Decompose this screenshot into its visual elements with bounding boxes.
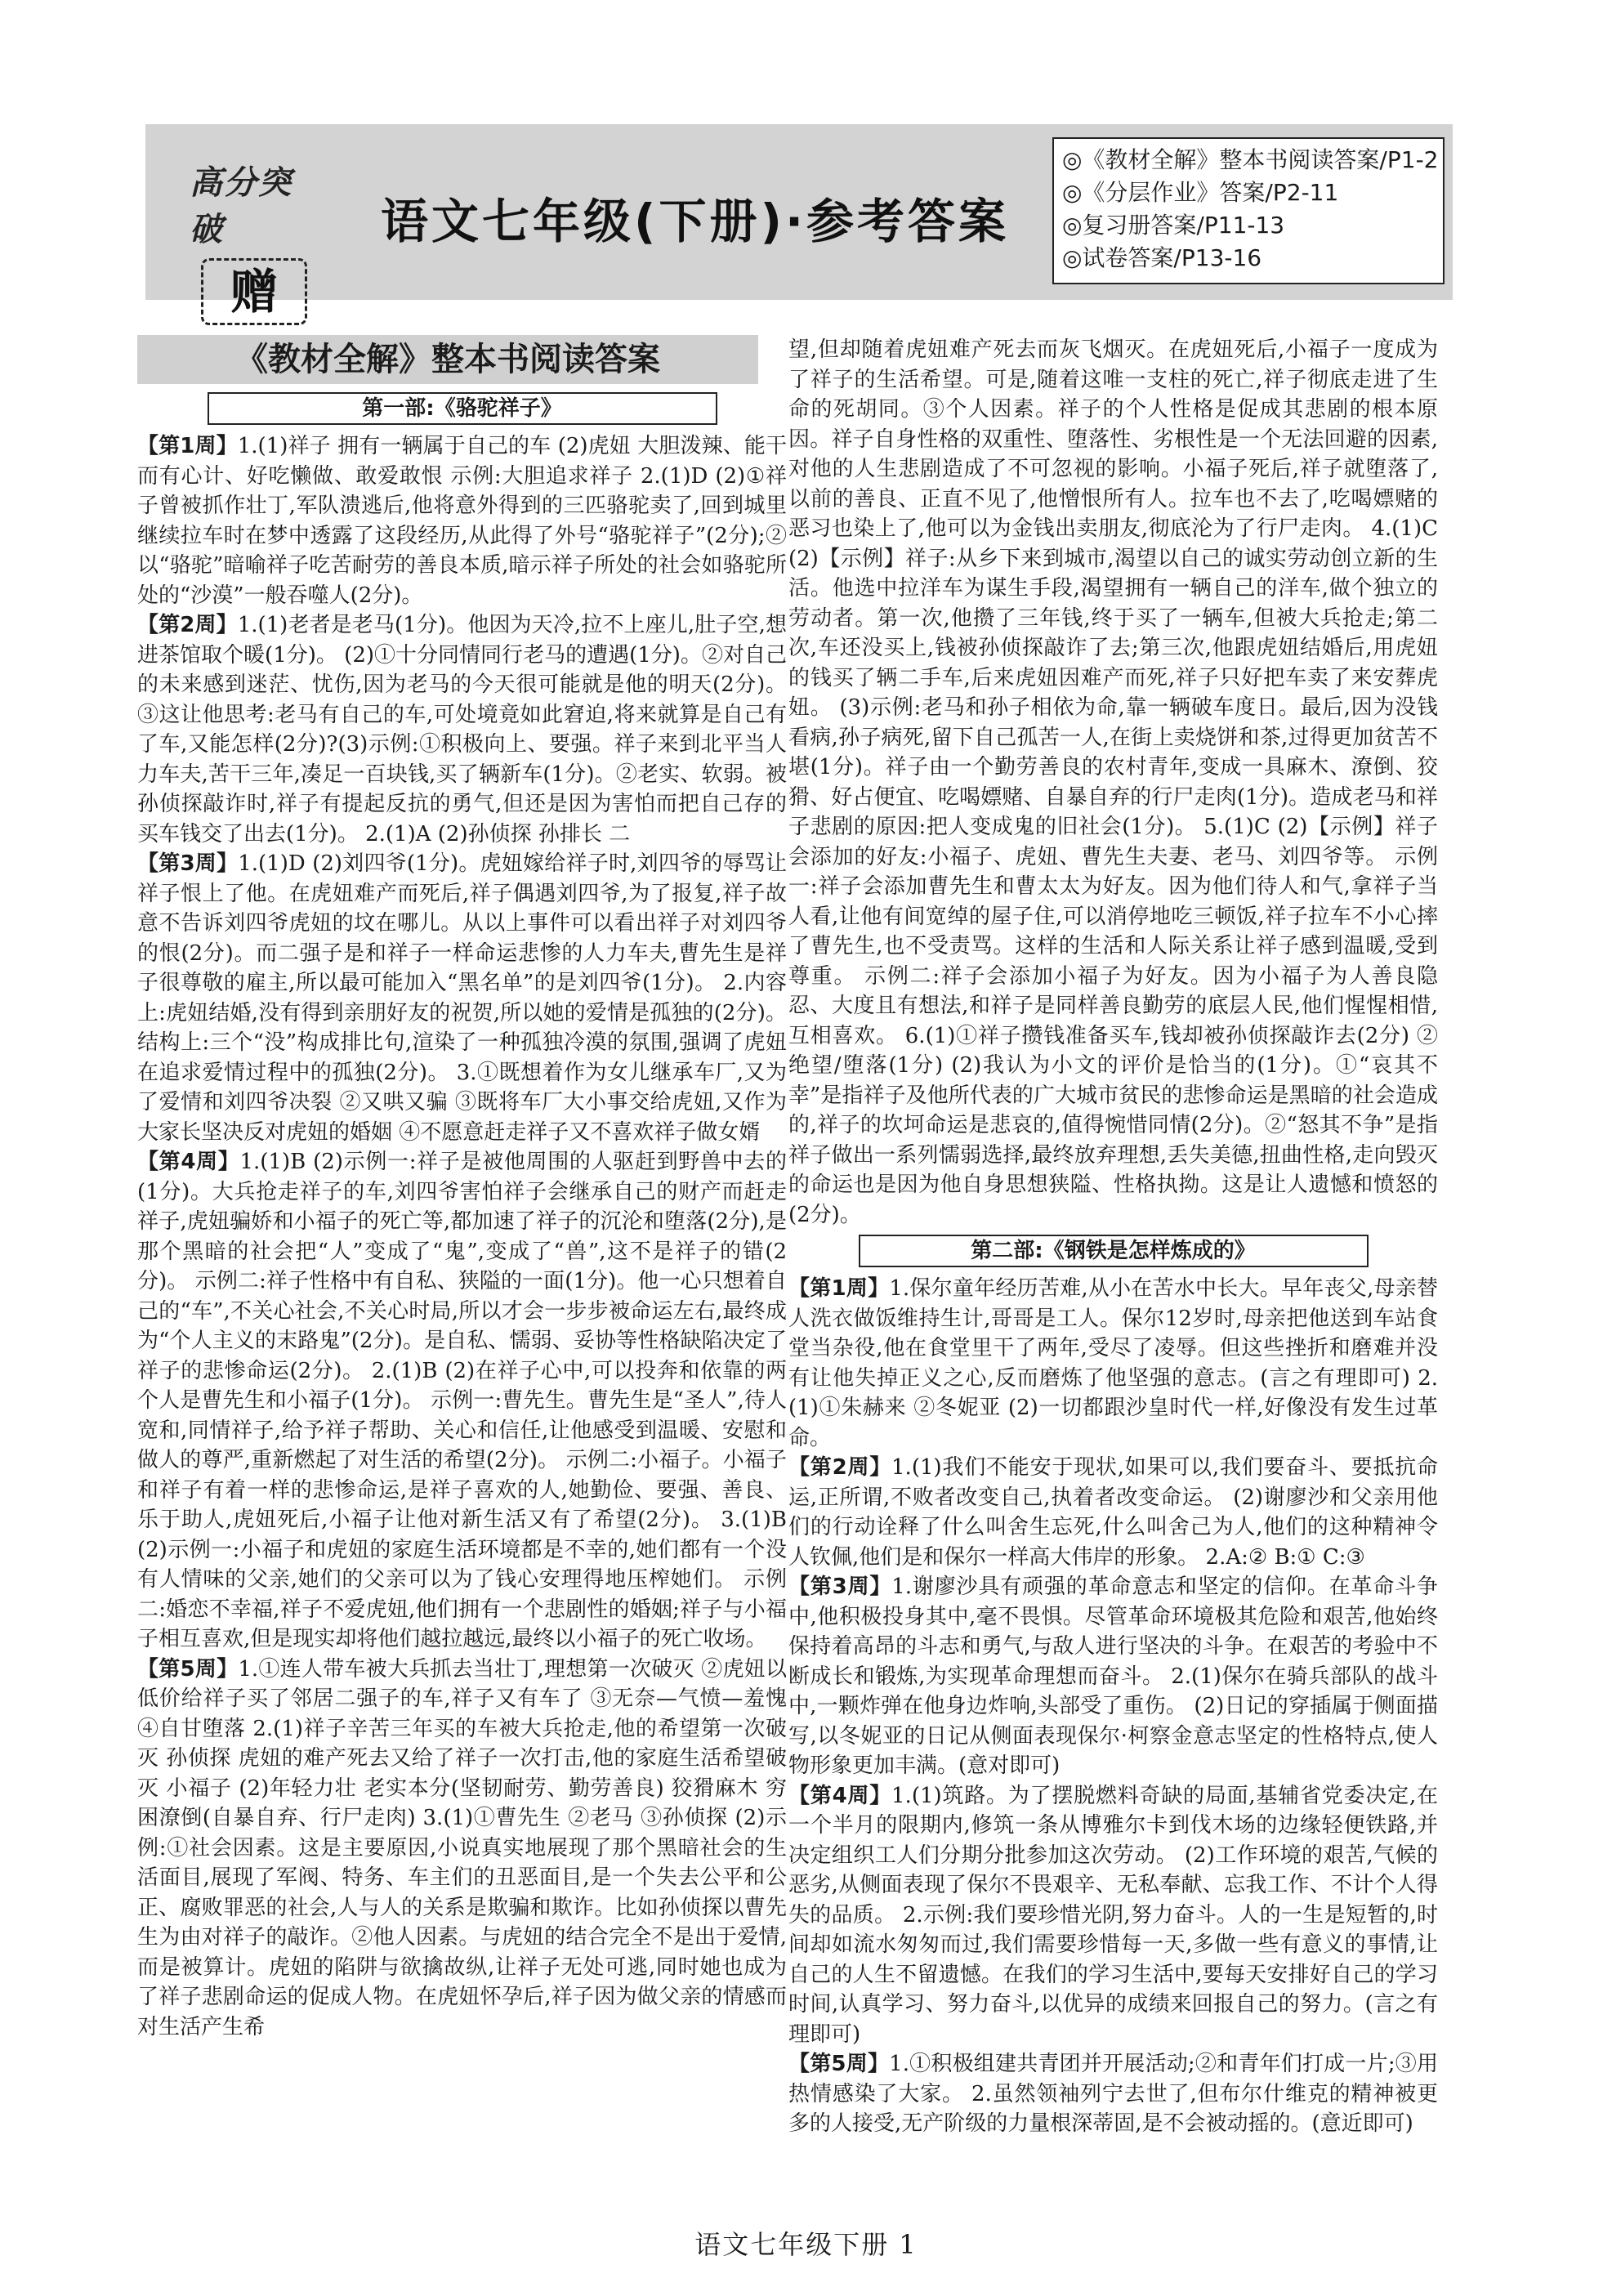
answer-week-4	[788, 1781, 1438, 2050]
answer-text: 1.①连人带车被大兵抓去当壮丁,理想第一次破灭 ②虎妞以低价给祥子买了邻居二强子的车,祥子又有车了 ③无奈—气愤—羞愧 ④自甘堕落 2.(1)祥子辛苦三年买的车被大兵抢走,他的希望第一次破灭 孙侦探 虎妞的难产死去又给了祥子一次打击,他的家庭生活希望破灭 小福子 (2)年轻力壮 老实本分(坚韧耐劳、勤劳善良) 狡猾麻木 穷困潦倒(自暴自弃、行尸走肉) 3.(1)①曹先生 ②老马 ③孙侦探 (2)示例:①社会因素。这是主要原因,小说真实地展现了那个黑暗社会的生活面目,展现了军阀、特务、车主们的丑恶面目,是一个失去公平和公正、腐败罪恶的社会,人与人的关系是欺骗和欺诈。比如孙侦探以曹先生为由对祥子的敲诈。②他人因素。与虎妞的结合完全不是出于爱情,而是被算计。虎妞的陷阱与欲擒故纵,让祥子无处可逃,同时她也成为了祥子悲剧命运的促成人物。在虎妞怀孕后,祥子因为做父亲的情感而对生活产生希	[137, 1656, 787, 2039]
answer-text: 1.(1)筑路。为了摆脱燃料奇缺的局面,基辅省党委决定,在一个半月的限期内,修筑一条从博雅尔卡到伐木场的边缘轻便铁路,并决定组织工人们分期分批参加这次劳动。 (2)工作环境的艰苦,气候的恶劣,从侧面表现了保尔不畏艰辛、无私奉献、忘我工作、不计个人得失的品质。 2.示例:我们要珍惜光阴,努力奋斗。人的一生是短暂的,时间却如流水匆匆而过,我们需要珍惜每一天,多做一些有意义的事情,让自己的人生不留遗憾。在我们的学习生活中,要每天安排好自己的学习时间,认真学习、努力奋斗,以优异的成绩来回报自己的努力。(言之有理即可)	[788, 1783, 1438, 2047]
week-label: 【第5周】	[137, 1656, 239, 1682]
answer-week-3	[788, 1572, 1438, 1781]
brand-logo	[190, 157, 320, 319]
week-label: 【第1周】	[137, 434, 238, 458]
answer-week-5	[137, 1655, 787, 2043]
answer-week-2	[137, 610, 787, 849]
answer-text: 1.(1)祥子 拥有一辆属于自己的车 (2)虎妞 大胆泼辣、能干而有心计、好吃懒做、敢爱敢恨 示例:大胆追求祥子 2.(1)D (2)①祥子曾被抓作壮丁,军队溃逃后,他将意外得到的三匹骆驼卖了,回到城里继续拉车时在梦中透露了这段经历,从此得了外号“骆驼祥子”(2分);②以“骆驼”暗喻祥子吃苦耐劳的善良本质,暗示祥子所处的社会如骆驼所处的“沙漠”一般吞噬人(2分)。	[137, 434, 787, 608]
header-banner	[145, 124, 1453, 319]
toc-item: ◎《分层作业》答案/P2-11	[1062, 179, 1339, 206]
answer-week-3	[137, 849, 787, 1147]
logo-text: 高分突破	[190, 163, 292, 248]
week-label: 【第5周】	[788, 2052, 890, 2076]
week-label: 【第3周】	[137, 851, 239, 876]
answer-week-4	[137, 1147, 787, 1655]
answer-week-5	[788, 2049, 1438, 2139]
answer-text: 1.(1)我们不能安于现状,如果可以,我们要奋斗、要抵抗命运,正所谓,不败者改变自己,执着者改变命运。 (2)谢廖沙和父亲用他们的行动诠释了什么叫舍生忘死,什么叫舍己为人,他们的这种精神令人钦佩,他们是和保尔一样高大伟岸的形象。 2.A:② B:① C:③	[788, 1455, 1438, 1570]
week-label: 【第3周】	[788, 1575, 892, 1599]
right-column	[788, 335, 1438, 2139]
answer-week-1	[788, 1274, 1438, 1453]
page-footer: 语文七年级下册 1	[694, 2229, 918, 2260]
answer-text: 1.①积极组建共青团并开展活动;②和青年们打成一片;③用热情感染了大家。 2.虽然领袖列宁去世了,但布尔什维克的精神被更多的人接受,无产阶级的力量根深蒂固,是不会被动摇的。(意近即可)	[788, 2052, 1439, 2136]
left-column	[137, 335, 787, 2042]
toc-item: ◎试卷答案/P13-16	[1062, 244, 1262, 271]
week-label: 【第1周】	[788, 1276, 890, 1301]
week-label: 【第2周】	[137, 613, 238, 637]
part-title: 第二部:《钢铁是怎样炼成的》	[859, 1235, 1369, 1267]
answer-week-1	[137, 431, 787, 610]
answer-text: 1.谢廖沙具有顽强的革命意志和坚定的信仰。在革命斗争中,他积极投身其中,毫不畏惧。尽管革命环境极其危险和艰苦,他始终保持着高昂的斗志和勇气,与敌人进行坚决的斗争。在艰苦的考验中不断成长和锻炼,为实现革命理想而奋斗。 2.(1)保尔在骑兵部队的战斗中,一颗炸弹在他身边炸响,头部受了重伤。 (2)日记的穿插属于侧面描写,以冬妮亚的日记从侧面表现保尔·柯察金意志坚定的性格特点,使人物形象更加丰满。(意对即可)	[788, 1575, 1438, 1778]
page-title: 语文七年级(下册)·参考答案	[381, 194, 1010, 249]
answer-week-2	[788, 1453, 1438, 1572]
toc-item: ◎复习册答案/P11-13	[1062, 212, 1285, 239]
answer-continued: 望,但却随着虎妞难产死去而灰飞烟灭。在虎妞死后,小福子一度成为了祥子的生活希望。可是,随着这唯一支柱的死亡,祥子彻底走进了生命的死胡同。③个人因素。祥子的个人性格是促成其悲剧的根本原因。祥子自身性格的双重性、堕落性、劣根性是一个无法回避的因素,对他的人生悲剧造成了不可忽视的影响。小福子死后,祥子就堕落了,以前的善良、正直不见了,他憎恨所有人。拉车也不去了,吃喝嫖赌的恶习也染上了,他可以为金钱出卖朋友,彻底沦为了行尸走肉。 4.(1)C (2)【示例】祥子:从乡下来到城市,渴望以自己的诚实劳动创立新的生活。他选中拉洋车为谋生手段,渴望拥有一辆自己的洋车,做个独立的劳动者。第一次,他攒了三年钱,终于买了一辆车,但被大兵抢走;第二次,车还没买上,钱被孙侦探敲诈了去;第三次,他跟虎妞结婚后,用虎妞的钱买了辆二手车,后来虎妞因难产而死,祥子只好把车卖了来安葬虎妞。 (3)示例:老马和孙子相依为命,靠一辆破车度日。最后,因为没钱看病,孙子病死,留下自己孤苦一人,在街上卖烧饼和茶,过得更加贫苦不堪(1分)。祥子由一个勤劳善良的农村青年,变成一具麻木、潦倒、狡猾、好占便宜、吃喝嫖赌、自暴自弃的行尸走肉(1分)。造成老马和祥子悲剧的原因:把人变成鬼的旧社会(1分)。 5.(1)C (2)【示例】祥子会添加的好友:小福子、虎妞、曹先生夫妻、老马、刘四爷等。 示例一:祥子会添加曹先生和曹太太为好友。因为他们待人和气,拿祥子当人看,让他有间宽绰的屋子住,可以消停地吃三顿饭,祥子拉车不小心摔了曹先生,也不受责骂。这样的生活和人际关系让祥子感到温暖,受到尊重。 示例二:祥子会添加小福子为好友。因为小福子为人善良隐忍、大度且有想法,和祥子是同样善良勤劳的底层人民,他们惺惺相惜,互相喜欢。 6.(1)①祥子攒钱准备买车,钱却被孙侦探敲诈去(2分) ②绝望/堕落(1分) (2)我认为小文的评价是恰当的(1分)。①“哀其不幸”是指祥子及他所代表的广大城市贫民的悲惨命运是黑暗的社会造成的,祥子的坎坷命运是悲哀的,值得惋惜同情(2分)。②“怒其不争”是指祥子做出一系列懦弱选择,最终放弃理想,丢失美德,扭曲性格,走向毁灭的命运也是因为他自身思想狭隘、性格执拗。这是让人遗憾和愤怒的(2分)。	[788, 337, 1438, 1227]
answer-text: 1.(1)B (2)示例一:祥子是被他周围的人驱赶到野兽中去的(1分)。大兵抢走祥子的车,刘四爷害怕祥子会继承自己的财产而赶走祥子,虎妞骗娇和小福子的死亡等,都加速了祥子的沉沦和堕落(2分),是那个黑暗的社会把“人”变成了“鬼”,变成了“兽”,这不是祥子的错(2分)。 示例二:祥子性格中有自私、狭隘的一面(1分)。他一心只想着自己的“车”,不关心社会,不关心时局,所以才会一步步被命运左右,最终成为“个人主义的末路鬼”(2分)。是自私、懦弱、妥协等性格缺陷决定了祥子的悲惨命运(2分)。 2.(1)B (2)在祥子心中,可以投奔和依靠的两个人是曹先生和小福子(1分)。 示例一:曹先生。曹先生是“圣人”,待人宽和,同情祥子,给予祥子帮助、关心和信任,让他感受到温暖、安慰和做人的尊严,重新燃起了对生活的希望(2分)。 示例二:小福子。小福子和祥子有着一样的悲惨命运,是祥子喜欢的人,她勤俭、要强、善良、乐于助人,虎妞死后,小福子让他对新生活又有了希望(2分)。 3.(1)B (2)示例一:小福子和虎妞的家庭生活环境都是不幸的,她们都有一个没有人情味的父亲,她们的父亲可以为了钱心安理得地压榨她们。 示例二:婚恋不幸福,祥子不爱虎妞,他们拥有一个悲剧性的婚姻;祥子与小福子相互喜欢,但是现实却将他们越拉越远,最终以小福子的死亡收场。	[137, 1150, 787, 1651]
section-title: 《教材全解》整本书阅读答案	[137, 335, 758, 384]
answer-text: 1.(1)D (2)刘四爷(1分)。虎妞嫁给祥子时,刘四爷的辱骂让祥子恨上了他。在虎妞难产而死后,祥子偶遇刘四爷,为了报复,祥子故意不告诉刘四爷虎妞的坟在哪儿。从以上事件可以看出祥子对刘四爷的恨(2分)。而二强子是和祥子一样命运悲惨的人力车夫,曹先生是祥子很尊敬的雇主,所以最可能加入“黑名单”的是刘四爷(1分)。 2.内容上:虎妞结婚,没有得到亲朋好友的祝贺,所以她的爱情是孤独的(2分)。结构上:三个“没”构成排比句,渲染了一种孤独冷漠的氛围,强调了虎妞在追求爱情过程中的孤独(2分)。 3.①既想着作为女儿继承车厂,又为了爱情和刘四爷决裂 ②又哄又骗 ③既将车厂大小事交给虎妞,又作为大家长坚决反对虎妞的婚姻 ④不愿意赶走祥子又不喜欢祥子做女婿	[137, 851, 788, 1145]
answer-text: 1.保尔童年经历苦难,从小在苦水中长大。早年丧父,母亲替人洗衣做饭维持生计,哥哥是工人。保尔12岁时,母亲把他送到车站食堂当杂役,他在食堂里干了两年,受尽了凌辱。但这些挫折和磨难并没有让他失掉正义之心,反而磨炼了他坚强的意志。(言之有理即可) 2.(1)①朱赫来 ②冬妮亚 (2)一切都跟沙皇时代一样,好像没有发生过革命。	[788, 1276, 1438, 1450]
week-label: 【第4周】	[788, 1783, 892, 1808]
week-label: 【第2周】	[788, 1455, 892, 1480]
contents-box	[1052, 137, 1445, 284]
gift-badge: 赠	[201, 258, 307, 325]
toc-item: ◎《教材全解》整本书阅读答案/P1-2	[1062, 146, 1439, 173]
part-title: 第一部:《骆驼祥子》	[208, 392, 717, 425]
answer-text: 1.(1)老者是老马(1分)。他因为天冷,拉不上座儿,肚子空,想进茶馆取个暖(1分)。 (2)①十分同情同行老马的遭遇(1分)。②对自己的未来感到迷茫、忧伤,因为老马的今天很可能就是他的明天(2分)。③这让他思考:老马有自己的车,可处境竟如此窘迫,将来就算是自己有了车,又能怎样(2分)?(3)示例:①积极向上、要强。祥子来到北平当人力车夫,苦干三年,凑足一百块钱,买了辆新车(1分)。②老实、软弱。被孙侦探敲诈时,祥子有提起反抗的勇气,但还是因为害怕而把自己存的买车钱交了出去(1分)。 2.(1)A (2)孙侦探 孙排长 二	[137, 613, 788, 846]
week-label: 【第4周】	[137, 1150, 240, 1174]
